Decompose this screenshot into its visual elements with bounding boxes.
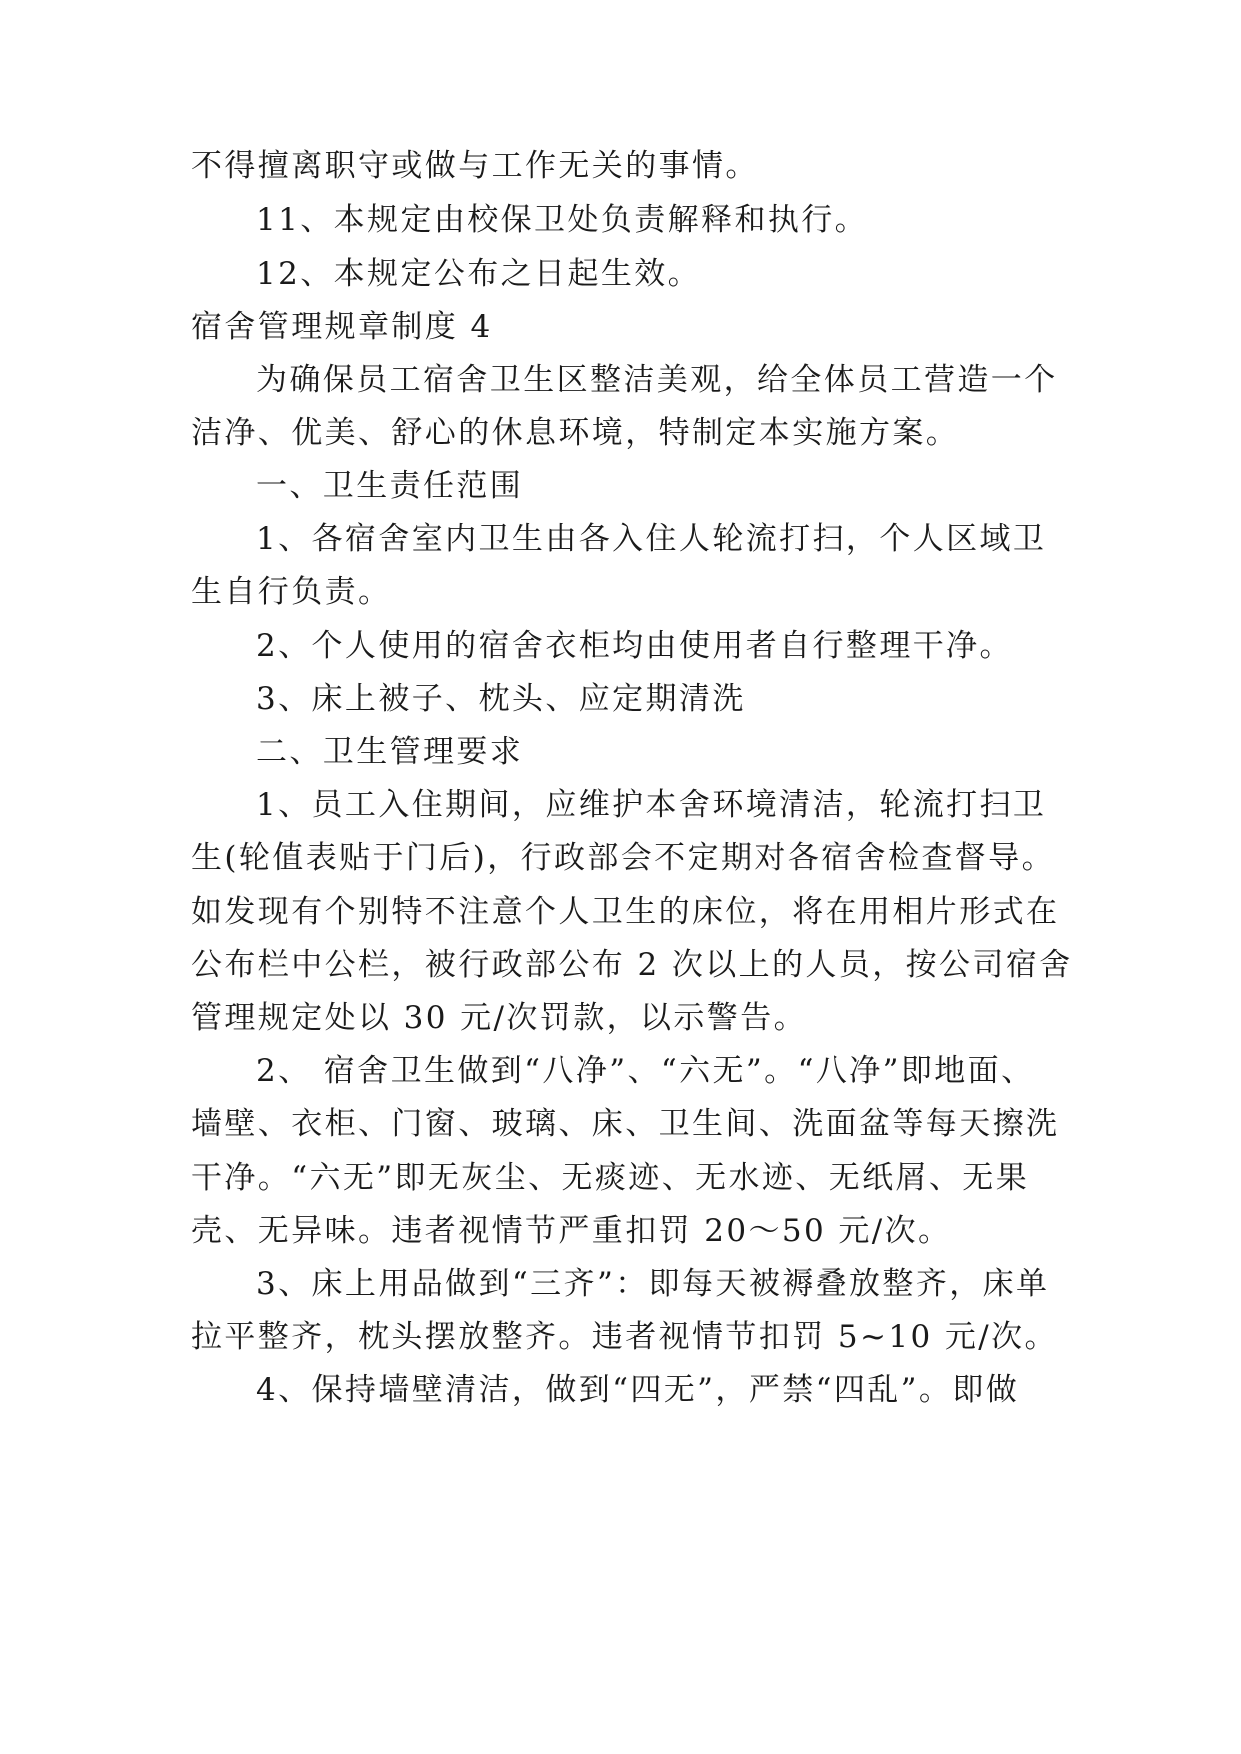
section-heading: 宿舍管理规章制度 4 xyxy=(191,309,493,345)
list-item-continuation: 如发现有个别特不注意个人卫生的床位，将在用相片形式在 xyxy=(191,894,1060,930)
list-item-continuation: 干净。“六无”即无灰尘、无痰迹、无水迹、无纸屑、无果 xyxy=(191,1160,1030,1196)
clause-12: 12、本规定公布之日起生效。 xyxy=(256,256,702,292)
list-item-continuation: 管理规定处以 30 元/次罚款，以示警告。 xyxy=(191,1000,807,1036)
intro-paragraph-line: 为确保员工宿舍卫生区整洁美观，给全体员工营造一个 xyxy=(256,362,1058,398)
body-text-line: 不得擅离职守或做与工作无关的事情。 xyxy=(191,148,759,184)
list-item: 3、床上用品做到“三齐”：即每天被褥叠放整齐，床单 xyxy=(256,1266,1050,1302)
list-item: 2、 宿舍卫生做到“八净”、“六无”。“八净”即地面、 xyxy=(256,1053,1035,1089)
list-item: 2、个人使用的宿舍衣柜均由使用者自行整理干净。 xyxy=(256,628,1013,664)
list-item-continuation: 生(轮值表贴于门后)，行政部会不定期对各宿舍检查督导。 xyxy=(191,840,1055,876)
list-item: 1、员工入住期间，应维护本舍环境清洁，轮流打扫卫 xyxy=(256,787,1047,823)
list-item: 1、各宿舍室内卫生由各入住人轮流打扫，个人区域卫 xyxy=(256,521,1047,557)
list-item-continuation: 壳、无异味。违者视情节严重扣罚 20～50 元/次。 xyxy=(191,1213,952,1249)
list-item-continuation: 墙壁、衣柜、门窗、玻璃、床、卫生间、洗面盆等每天擦洗 xyxy=(191,1106,1060,1142)
subheading-1: 一、卫生责任范围 xyxy=(256,468,524,504)
list-item-continuation: 公布栏中公栏，被行政部公布 2 次以上的人员，按公司宿舍 xyxy=(191,947,1073,983)
intro-paragraph-line: 洁净、优美、舒心的休息环境，特制定本实施方案。 xyxy=(191,415,960,451)
list-item-continuation: 拉平整齐，枕头摆放整齐。违者视情节扣罚 5~10 元/次。 xyxy=(191,1319,1058,1355)
list-item-continuation: 生自行负责。 xyxy=(191,574,392,610)
list-item: 4、保持墙壁清洁，做到“四无”，严禁“四乱”。即做 xyxy=(256,1372,1020,1408)
list-item: 3、床上被子、枕头、应定期清洗 xyxy=(256,681,746,717)
clause-11: 11、本规定由校保卫处负责解释和执行。 xyxy=(256,202,869,238)
subheading-2: 二、卫生管理要求 xyxy=(256,734,524,770)
